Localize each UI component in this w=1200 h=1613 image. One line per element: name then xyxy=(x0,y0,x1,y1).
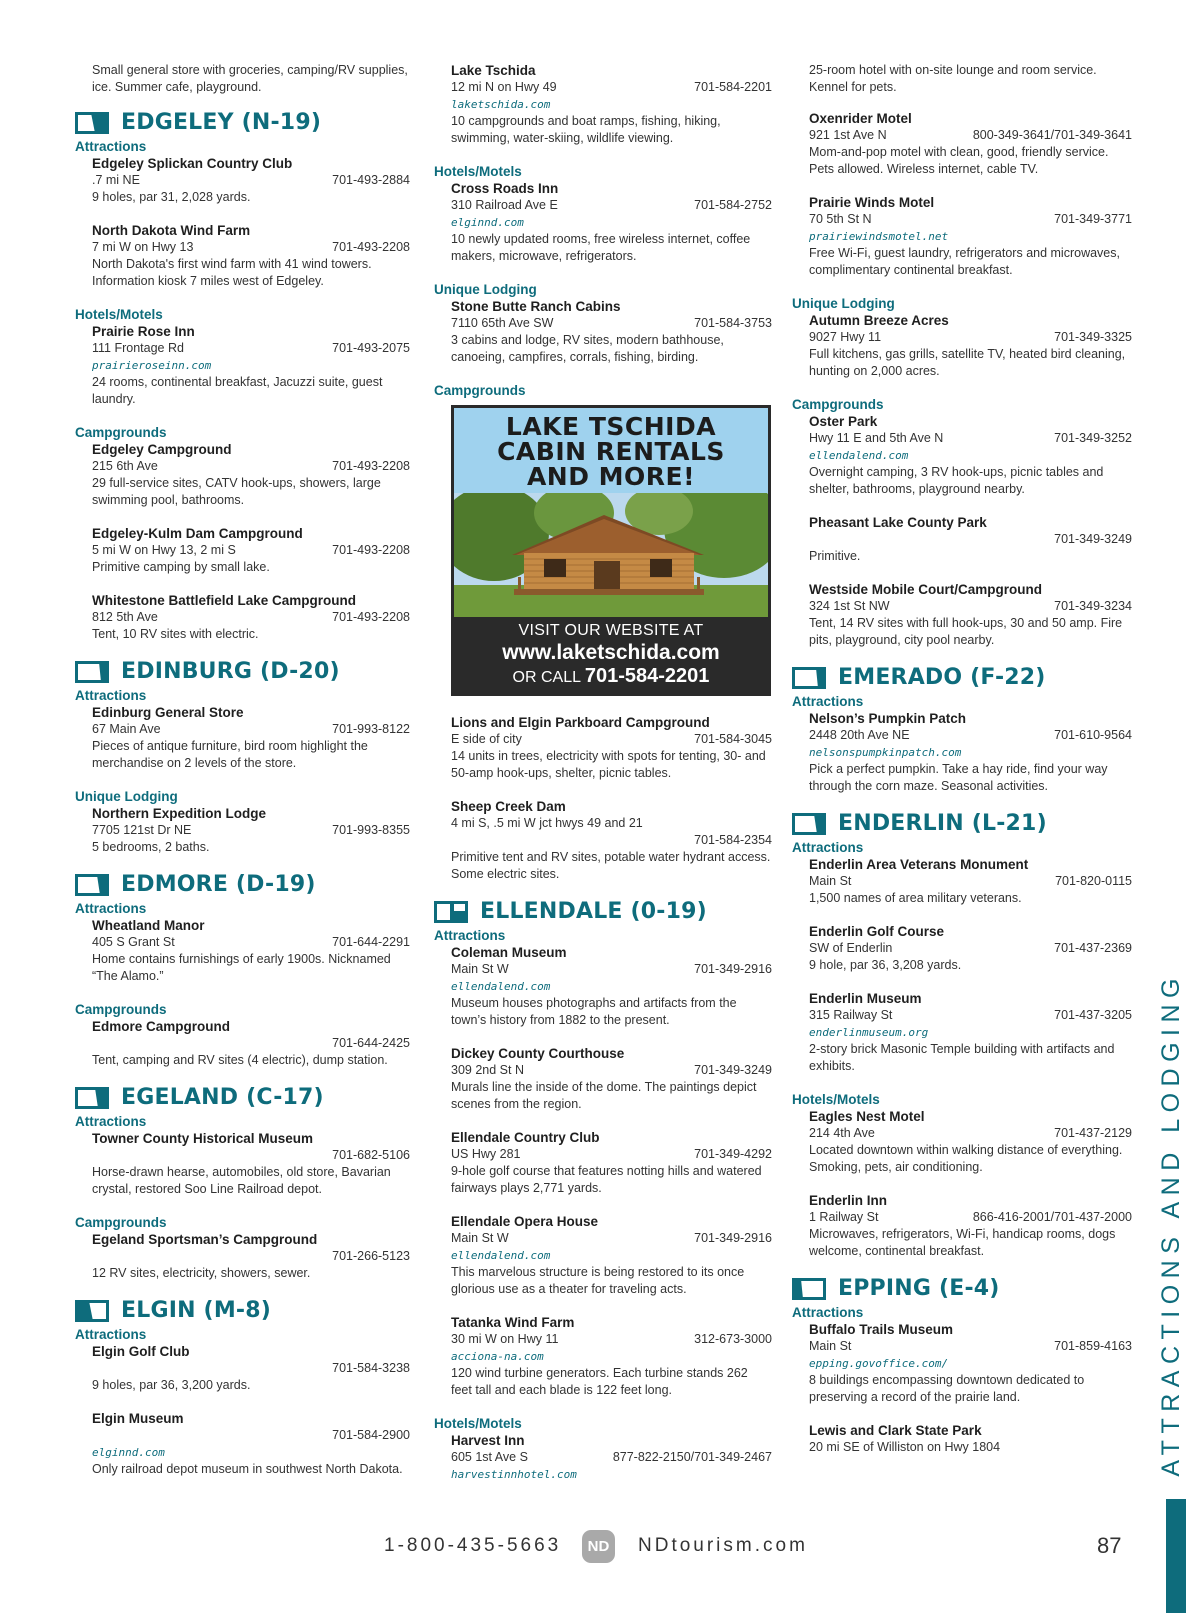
listing-phone[interactable]: 701-493-2208 xyxy=(332,610,410,624)
listing-name: Autumn Breeze Acres xyxy=(809,313,949,328)
listing-description: 9 holes, par 31, 2,028 yards. xyxy=(92,190,251,204)
listing-description: 3 cabins and lodge, RV sites, modern bathhouse, canoeing, campfires, corrals, fishing, birding. xyxy=(451,333,724,364)
listing-phone[interactable]: 701-349-2916 xyxy=(694,962,772,976)
listing-address: 309 2nd St N xyxy=(451,1063,524,1077)
listing-phone[interactable]: 701-584-2900 xyxy=(332,1428,410,1442)
listing-entry xyxy=(792,514,1132,565)
column-3 xyxy=(792,62,1132,1472)
cabin-photo xyxy=(454,493,768,617)
listing-url[interactable]: ellendalend.com xyxy=(451,1249,551,1262)
listing-phone[interactable]: 701-993-8122 xyxy=(332,722,410,736)
listing-phone[interactable]: 701-493-2884 xyxy=(332,173,410,187)
listing-name: Prairie Rose Inn xyxy=(92,324,195,339)
listing-description: 8 buildings encompassing downtown dedicated to preserving a record of the prairie land. xyxy=(809,1373,1085,1404)
column-1 xyxy=(75,62,410,1494)
footer-website[interactable]: NDtourism.com xyxy=(638,1535,808,1556)
north-dakota-map-icon xyxy=(75,874,109,896)
listing-phone[interactable]: 701-349-4292 xyxy=(694,1147,772,1161)
listing-entry xyxy=(792,1321,1132,1406)
listing-entry xyxy=(792,581,1132,649)
listing-entry xyxy=(434,1314,772,1399)
listing-entry xyxy=(792,1108,1132,1176)
listing-address: 310 Railroad Ave E xyxy=(451,198,558,212)
listing-entry xyxy=(434,798,772,883)
listing-description: 14 units in trees, electricity with spots for tenting, 30- and 50-amp hook-ups, shelter, picnic tables. xyxy=(451,749,766,780)
category-label: Unique Lodging xyxy=(792,296,895,311)
listing-name: Lewis and Clark State Park xyxy=(809,1423,982,1438)
listing-phone[interactable]: 701-610-9564 xyxy=(1054,728,1132,742)
listing-entry xyxy=(75,222,410,290)
listing-name: Ellendale Opera House xyxy=(451,1214,599,1229)
town-name: EMERADO (F-22) xyxy=(838,665,1046,690)
listing-name: Eagles Nest Motel xyxy=(809,1109,925,1124)
listing-phone[interactable]: 701-437-3205 xyxy=(1054,1008,1132,1022)
listing-address: 2448 20th Ave NE xyxy=(809,728,910,742)
north-dakota-map-icon xyxy=(792,1278,826,1300)
listing-description: Museum houses photographs and artifacts from the town’s history from 1882 to the present. xyxy=(451,996,737,1027)
listing-phone[interactable]: 701-437-2369 xyxy=(1054,941,1132,955)
listing-entry xyxy=(792,110,1132,178)
listing-entry xyxy=(75,704,410,772)
category-label: Attractions xyxy=(792,694,864,709)
listing-phone[interactable]: 701-493-2075 xyxy=(332,341,410,355)
listing-address: US Hwy 281 xyxy=(451,1147,521,1161)
town-name: EDGELEY (N-19) xyxy=(121,110,322,135)
listing-description: Pick a perfect pumpkin. Take a hay ride, find your way through the corn maze. Seasonal activities. xyxy=(809,762,1108,793)
listing-address: 7 mi W on Hwy 13 xyxy=(92,240,194,254)
listing-address: 67 Main Ave xyxy=(92,722,161,736)
listing-phone[interactable]: 701-584-2354 xyxy=(694,833,772,847)
listing-name: Towner County Historical Museum xyxy=(92,1131,314,1146)
listing-entry xyxy=(75,1231,410,1282)
town-heading-emerado xyxy=(792,665,1132,691)
listing-url[interactable]: nelsonspumpkinpatch.com xyxy=(809,746,962,759)
page-number: 87 xyxy=(1097,1533,1122,1558)
listing-name: Dickey County Courthouse xyxy=(451,1046,625,1061)
listing-entry xyxy=(792,710,1132,795)
listing-address: 4 mi S, .5 mi W jct hwys 49 and 21 xyxy=(451,816,643,830)
listing-address: 9027 Hwy 11 xyxy=(809,330,882,344)
listing-entry xyxy=(75,323,410,408)
listing-description: Free Wi-Fi, guest laundry, refrigerators and microwaves, complimentary continental breakfast. xyxy=(809,246,1120,277)
listing-entry xyxy=(75,525,410,576)
listing-entry xyxy=(75,1018,410,1069)
listing-name: Cross Roads Inn xyxy=(451,181,559,196)
listing-name: Edmore Campground xyxy=(92,1019,231,1034)
listing-name: Oxenrider Motel xyxy=(809,111,912,126)
listing-entry xyxy=(792,923,1132,974)
listing-address: Main St xyxy=(809,874,852,888)
listing-url[interactable]: laketschida.com xyxy=(451,98,551,111)
listing-name: Edgeley Splickan Country Club xyxy=(92,156,293,171)
listing-entry xyxy=(434,944,772,1029)
listing-entry xyxy=(434,298,772,366)
listing-phone[interactable]: 701-584-3045 xyxy=(694,732,772,746)
town-heading-elgin xyxy=(75,1298,410,1324)
listing-phone[interactable]: 800-349-3641/701-349-3641 xyxy=(972,128,1132,142)
listing-address: 7110 65th Ave SW xyxy=(451,316,554,330)
listing-description: Located downtown within walking distance of everything. Smoking, pets, air conditioning. xyxy=(809,1143,1123,1174)
ad-call-line xyxy=(458,665,764,689)
listing-phone[interactable]: 701-644-2425 xyxy=(332,1036,410,1050)
ad-visit-text: VISIT OUR WEBSITE AT xyxy=(518,622,704,639)
listing-name: Stone Butte Ranch Cabins xyxy=(451,299,621,314)
listing-description: 10 campgrounds and boat ramps, fishing, hiking, swimming, water-skiing, wildlife viewing. xyxy=(451,114,721,145)
footer-phone[interactable]: 1-800-435-5663 xyxy=(384,1535,562,1556)
listing-description: Overnight camping, 3 RV hook-ups, picnic tables and shelter, bathrooms, playground nearby. xyxy=(809,465,1104,496)
category-label: Attractions xyxy=(792,840,864,855)
listing-name: Wheatland Manor xyxy=(92,918,205,933)
listing-phone[interactable]: 312-673-3000 xyxy=(694,1332,772,1346)
listing-description: Home contains furnishings of early 1900s. Nicknamed “The Alamo.” xyxy=(92,952,391,983)
listing-entry xyxy=(434,1129,772,1197)
listing-address: Main St xyxy=(809,1339,852,1353)
listing-name: Edgeley-Kulm Dam Campground xyxy=(92,526,303,541)
ad-call-prefix: OR CALL xyxy=(512,669,581,686)
town-name: EDINBURG (D-20) xyxy=(121,659,340,684)
listing-entry xyxy=(434,62,772,147)
listing-phone[interactable]: 701-584-2752 xyxy=(694,198,772,212)
ad-phone-number[interactable]: 701-584-2201 xyxy=(584,665,710,687)
listing-entry xyxy=(792,413,1132,498)
listing-url[interactable]: elginnd.com xyxy=(451,216,524,229)
listing-address: 214 4th Ave xyxy=(809,1126,875,1140)
listing-name: North Dakota Wind Farm xyxy=(92,223,251,238)
listing-address: 30 mi W on Hwy 11 xyxy=(451,1332,559,1346)
listing-entry xyxy=(75,1343,410,1394)
listing-address: 605 1st Ave S xyxy=(451,1450,528,1464)
listing-entry xyxy=(434,1045,772,1113)
listing-name: Prairie Winds Motel xyxy=(809,195,935,210)
listing-name: Elgin Golf Club xyxy=(92,1344,190,1359)
listing-description: 9 holes, par 36, 3,200 yards. xyxy=(92,1378,251,1392)
listing-url[interactable]: ellendalend.com xyxy=(451,980,551,993)
listing-address: 12 mi N on Hwy 49 xyxy=(451,80,557,94)
listing-phone[interactable]: 701-349-3252 xyxy=(1054,431,1132,445)
listing-entry xyxy=(75,155,410,206)
listing-phone[interactable]: 701-584-3753 xyxy=(694,316,772,330)
listing-description: Primitive tent and RV sites, potable water hydrant access. Some electric sites. xyxy=(451,850,771,881)
listing-entry xyxy=(434,1213,772,1298)
listing-name: Sheep Creek Dam xyxy=(451,799,566,814)
lake-tschida-advertisement[interactable] xyxy=(451,405,771,696)
listing-entry xyxy=(792,990,1132,1075)
listing-entry xyxy=(792,1422,1132,1456)
listing-description: Horse-drawn hearse, automobiles, old store, Bavarian crystal, restored Soo Line Railroad depot. xyxy=(92,1165,391,1196)
listing-entry xyxy=(434,180,772,265)
listing-phone[interactable]: 701-349-2916 xyxy=(694,1231,772,1245)
town-name: ELLENDALE (0-19) xyxy=(480,899,707,924)
listing-phone[interactable]: 701-266-5123 xyxy=(332,1249,410,1263)
category-label: Attractions xyxy=(75,139,147,154)
listing-address: SW of Enderlin xyxy=(809,941,893,955)
listing-phone[interactable]: 701-493-2208 xyxy=(332,240,410,254)
listing-description: 1,500 names of area military veterans. xyxy=(809,891,1022,905)
town-heading-epping xyxy=(792,1276,1132,1302)
listing-name: Ellendale Country Club xyxy=(451,1130,600,1145)
listing-description: 5 bedrooms, 2 baths. xyxy=(92,840,210,854)
category-label: Unique Lodging xyxy=(434,282,537,297)
listing-description: Mom-and-pop motel with clean, good, friendly service. Pets allowed. Wireless internet, cable TV. xyxy=(809,145,1109,176)
listing-entry xyxy=(434,1432,772,1483)
listing-name: Harvest Inn xyxy=(451,1433,525,1448)
listing-url[interactable]: acciona-na.com xyxy=(451,1350,544,1363)
listing-phone[interactable]: 701-437-2129 xyxy=(1054,1126,1132,1140)
listing-name: Tatanka Wind Farm xyxy=(451,1315,575,1330)
listing-name: Coleman Museum xyxy=(451,945,567,960)
town-heading-edgeley xyxy=(75,110,410,136)
category-label: Campgrounds xyxy=(75,1215,167,1230)
category-label: Campgrounds xyxy=(792,397,884,412)
listing-url[interactable]: prairieroseinn.com xyxy=(92,359,212,372)
category-label: Campgrounds xyxy=(75,425,167,440)
category-label: Unique Lodging xyxy=(75,789,178,804)
ad-headline-line: LAKE TSCHIDA xyxy=(505,412,717,441)
listing-name: Enderlin Golf Course xyxy=(809,924,945,939)
listing-entry xyxy=(75,805,410,856)
listing-address: 7705 121st Dr NE xyxy=(92,823,192,837)
listing-url[interactable]: enderlinmuseum.org xyxy=(809,1026,929,1039)
listing-phone[interactable]: 701-584-2201 xyxy=(694,80,772,94)
listing-name: Egeland Sportsman’s Campground xyxy=(92,1232,318,1247)
listing-entry xyxy=(792,856,1132,907)
listing-name: Lions and Elgin Parkboard Campground xyxy=(451,715,710,730)
listing-phone[interactable]: 701-493-2208 xyxy=(332,459,410,473)
listing-description: Primitive. xyxy=(809,549,861,563)
town-name: EGELAND (C-17) xyxy=(121,1085,324,1110)
north-dakota-map-icon xyxy=(792,813,826,835)
listing-entry xyxy=(434,714,772,782)
listing-address: 324 1st St NW xyxy=(809,599,890,613)
north-dakota-map-icon xyxy=(75,1300,109,1322)
listing-address: E side of city xyxy=(451,732,522,746)
town-heading-enderlin xyxy=(792,811,1132,837)
listing-phone[interactable]: 701-349-3325 xyxy=(1054,330,1132,344)
listing-address: 215 6th Ave xyxy=(92,459,158,473)
category-label: Attractions xyxy=(792,1305,864,1320)
listing-entry xyxy=(75,1410,410,1478)
listing-phone[interactable]: 701-349-3249 xyxy=(1054,532,1132,546)
listing-description: 9 hole, par 36, 3,208 yards. xyxy=(809,958,962,972)
listing-description: 24 rooms, continental breakfast, Jacuzzi suite, guest laundry. xyxy=(92,375,383,406)
town-heading-ellendale xyxy=(434,899,772,925)
listing-address: Main St W xyxy=(451,962,509,976)
listing-url[interactable]: elginnd.com xyxy=(92,1446,165,1459)
north-dakota-map-icon xyxy=(75,661,109,683)
listing-name: Enderlin Area Veterans Monument xyxy=(809,857,1029,872)
category-label: Attractions xyxy=(75,901,147,916)
listing-phone[interactable]: 701-349-3234 xyxy=(1054,599,1132,613)
north-dakota-map-icon xyxy=(792,667,826,689)
category-label: Attractions xyxy=(75,1327,147,1342)
category-label: Attractions xyxy=(75,688,147,703)
listing-address: 111 Frontage Rd xyxy=(92,341,184,355)
listing-phone[interactable]: 701-993-8355 xyxy=(332,823,410,837)
listing-phone[interactable]: 701-349-3249 xyxy=(694,1063,772,1077)
listing-description: Tent, 10 RV sites with electric. xyxy=(92,627,259,641)
listing-description: 2-story brick Masonic Temple building with artifacts and exhibits. xyxy=(809,1042,1115,1073)
listing-address: 315 Railway St xyxy=(809,1008,893,1022)
town-name: EPPING (E-4) xyxy=(838,1276,1000,1301)
continued-description: Small general store with groceries, camping/RV supplies, ice. Summer cafe, playground. xyxy=(92,63,408,94)
listing-entry xyxy=(75,1130,410,1198)
listing-name: Elgin Museum xyxy=(92,1411,184,1426)
listing-address: 921 1st Ave N xyxy=(809,128,887,142)
ad-headline-line: CABIN RENTALS xyxy=(497,437,725,466)
page-footer xyxy=(0,1529,1200,1565)
listing-phone[interactable]: 701-644-2291 xyxy=(332,935,410,949)
listing-url[interactable]: ellendalend.com xyxy=(809,449,909,462)
listing-phone[interactable]: 701-859-4163 xyxy=(1054,1339,1132,1353)
listing-address: 812 5th Ave xyxy=(92,610,158,624)
listing-description: Murals line the inside of the dome. The paintings depict scenes from the region. xyxy=(451,1080,757,1111)
listing-name: Nelson’s Pumpkin Patch xyxy=(809,711,967,726)
listing-description: Full kitchens, gas grills, satellite TV, heated bird cleaning, hunting on 2,000 acres. xyxy=(809,347,1126,378)
ad-website-link[interactable]: www.laketschida.com xyxy=(502,641,720,664)
category-label: Hotels/Motels xyxy=(434,1416,522,1431)
listing-name: Whitestone Battlefield Lake Campground xyxy=(92,593,357,608)
listing-phone[interactable]: 701-820-0115 xyxy=(1055,874,1132,888)
ad-headline-line: AND MORE! xyxy=(526,462,696,491)
listing-description: This marvelous structure is being restored to its once glorious use as a theater for traveling acts. xyxy=(451,1265,745,1296)
town-heading-egeland xyxy=(75,1085,410,1111)
listing-entry xyxy=(75,441,410,509)
town-name: EDMORE (D-19) xyxy=(121,872,316,897)
continued-description: 25-room hotel with on-site lounge and room service. Kennel for pets. xyxy=(809,63,1097,94)
listing-name: Enderlin Museum xyxy=(809,991,922,1006)
listing-address: 1 Railway St xyxy=(809,1210,879,1224)
listing-description: Tent, 14 RV sites with full hook-ups, 30 and 50 amp. Fire pits, playground, city pool nearby. xyxy=(809,616,1123,647)
ad-headline-box xyxy=(454,408,768,493)
listing-name: Enderlin Inn xyxy=(809,1193,888,1208)
listing-entry xyxy=(792,1192,1132,1260)
listing-description: 10 newly updated rooms, free wireless internet, coffee makers, microwave, refrigerators. xyxy=(451,232,751,263)
listing-name: Lake Tschida xyxy=(451,63,536,78)
listing-phone[interactable]: 701-349-3771 xyxy=(1054,212,1132,226)
listing-entry xyxy=(792,194,1132,279)
listing-phone[interactable]: 701-584-3238 xyxy=(332,1361,410,1375)
listing-description: Microwaves, refrigerators, Wi-Fi, handicap rooms, dogs welcome, continental breakfast. xyxy=(809,1227,1116,1258)
town-name: ENDERLIN (L-21) xyxy=(838,811,1047,836)
category-label: Attractions xyxy=(434,928,506,943)
listing-name: Northern Expedition Lodge xyxy=(92,806,266,821)
listing-name: Oster Park xyxy=(809,414,878,429)
listing-phone[interactable]: 701-682-5106 xyxy=(332,1148,410,1162)
listing-description: 29 full-service sites, CATV hook-ups, showers, large swimming pool, bathrooms. xyxy=(92,476,381,507)
listing-description: North Dakota's first wind farm with 41 wind towers. Information kiosk 7 miles west of Edgeley. xyxy=(92,257,372,288)
listing-description: 9-hole golf course that features notting hills and watered fairways plays 2,771 yards. xyxy=(451,1164,762,1195)
listing-description: Pieces of antique furniture, bird room highlight the merchandise on 2 levels of the store. xyxy=(92,739,368,770)
listing-name: Buffalo Trails Museum xyxy=(809,1322,954,1337)
category-label: Attractions xyxy=(75,1114,147,1129)
category-label: Hotels/Motels xyxy=(75,307,163,322)
category-label: Hotels/Motels xyxy=(434,164,522,179)
listing-phone[interactable]: 877-822-2150/701-349-2467 xyxy=(612,1450,772,1464)
listing-description: Tent, camping and RV sites (4 electric), dump station. xyxy=(92,1053,388,1067)
listing-address: 5 mi W on Hwy 13, 2 mi S xyxy=(92,543,236,557)
north-dakota-map-icon xyxy=(75,1087,109,1109)
listing-description: Only railroad depot museum in southwest North Dakota. xyxy=(92,1462,403,1476)
category-label: Campgrounds xyxy=(434,383,526,398)
listing-address: 70 5th St N xyxy=(809,212,872,226)
ad-contact-box xyxy=(454,617,768,693)
nd-logo-icon: ND xyxy=(582,1530,615,1563)
listing-name: Westside Mobile Court/Campground xyxy=(809,582,1043,597)
listing-phone[interactable]: 866-416-2001/701-437-2000 xyxy=(972,1210,1132,1224)
north-dakota-map-icon xyxy=(434,901,468,923)
listing-phone[interactable]: 701-493-2208 xyxy=(332,543,410,557)
section-side-label: ATTRACTIONS AND LODGING xyxy=(1157,972,1185,1477)
listing-url[interactable]: harvestinnhotel.com xyxy=(451,1468,577,1481)
listing-name: Edgeley Campground xyxy=(92,442,232,457)
listing-address: 405 S Grant St xyxy=(92,935,175,949)
listing-description: Primitive camping by small lake. xyxy=(92,560,270,574)
listing-address: Main St W xyxy=(451,1231,509,1245)
listing-address: 20 mi SE of Williston on Hwy 1804 xyxy=(809,1440,1001,1454)
listing-url[interactable]: epping.govoffice.com/ xyxy=(809,1357,949,1370)
town-name: ELGIN (M-8) xyxy=(121,1298,272,1323)
log-cabin-illustration xyxy=(454,493,768,617)
town-heading-edmore xyxy=(75,872,410,898)
column-2 xyxy=(434,62,772,1499)
listing-entry xyxy=(792,312,1132,380)
listing-address: Hwy 11 E and 5th Ave N xyxy=(809,431,944,445)
category-label: Campgrounds xyxy=(75,1002,167,1017)
town-heading-edinburg xyxy=(75,659,410,685)
listing-entry xyxy=(75,917,410,985)
listing-name: Edinburg General Store xyxy=(92,705,244,720)
category-label: Hotels/Motels xyxy=(792,1092,880,1107)
listing-address: .7 mi NE xyxy=(92,173,140,187)
listing-url[interactable]: prairiewindsmotel.net xyxy=(809,230,949,243)
listing-name: Pheasant Lake County Park xyxy=(809,515,987,530)
north-dakota-map-icon xyxy=(75,112,109,134)
listing-description: 120 wind turbine generators. Each turbine stands 262 feet tall and each blade is 122 feet long. xyxy=(451,1366,748,1397)
listing-description: 12 RV sites, electricity, showers, sewer. xyxy=(92,1266,311,1280)
listing-entry xyxy=(75,592,410,643)
